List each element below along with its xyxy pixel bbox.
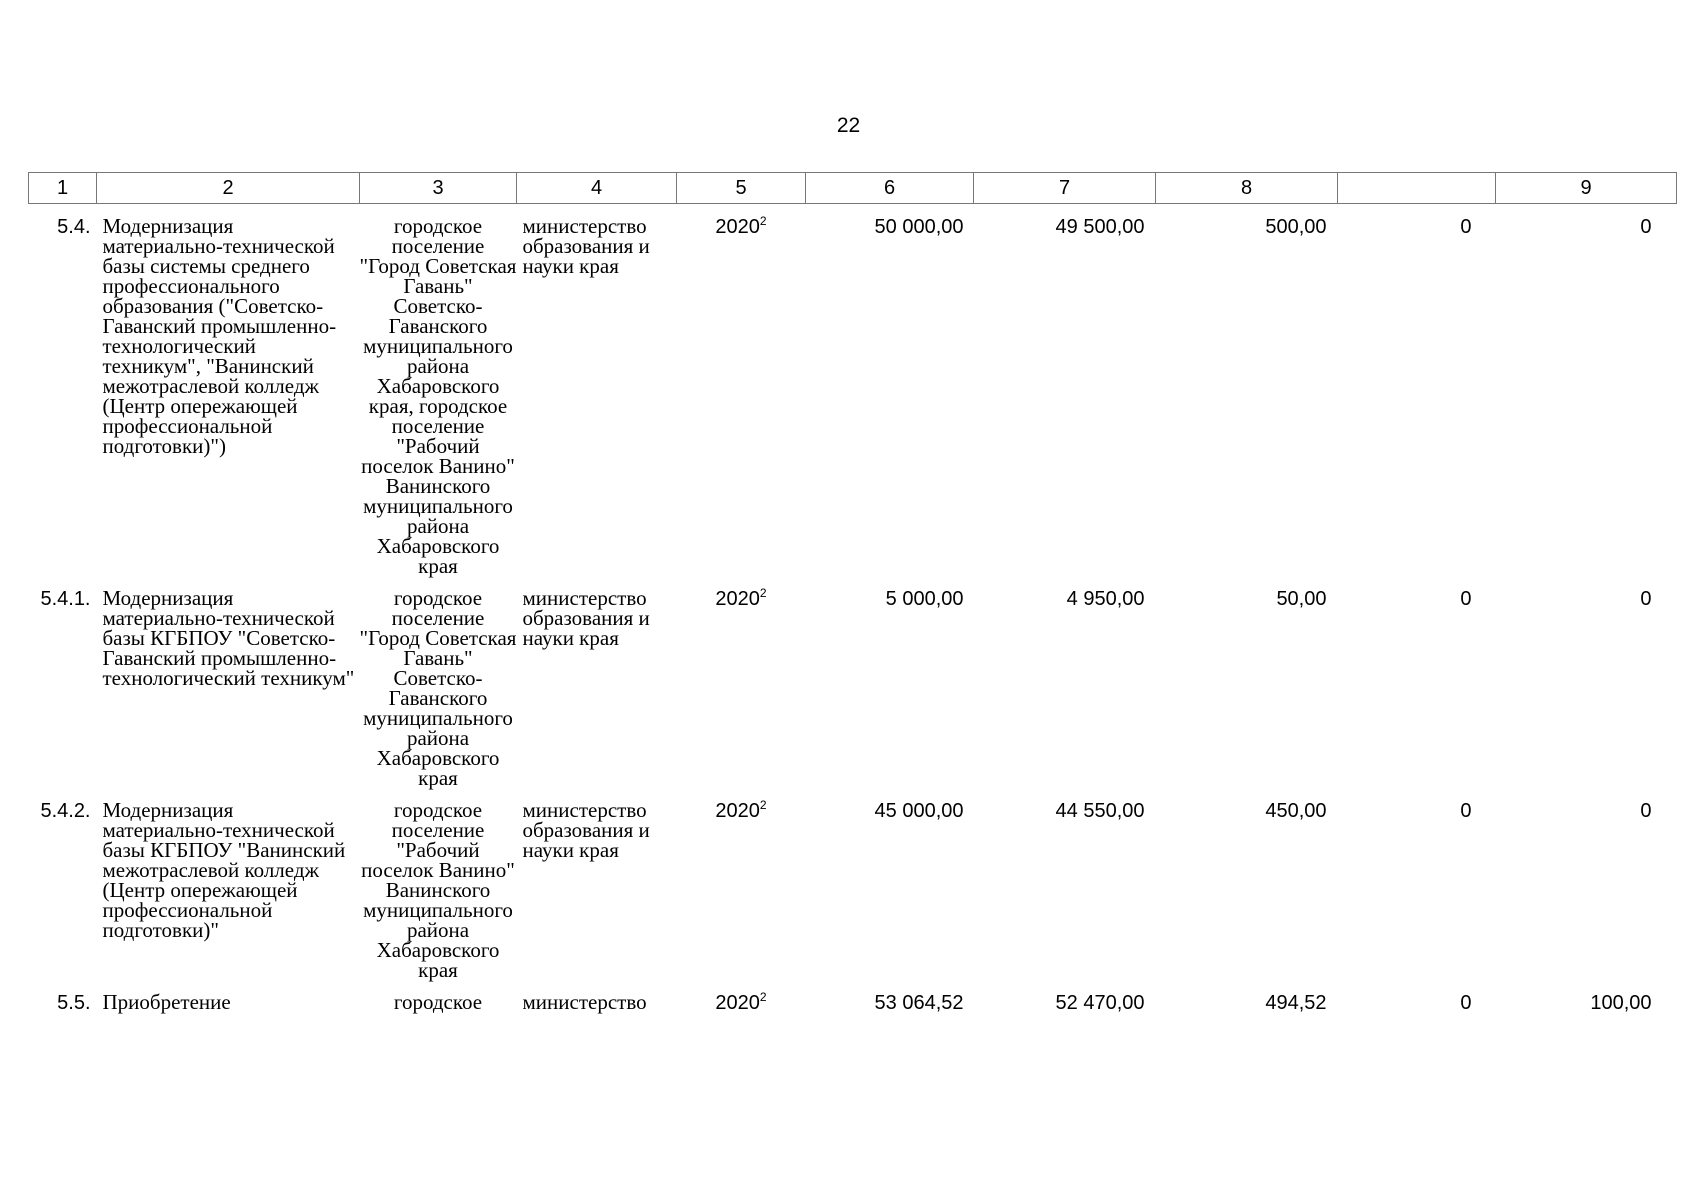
amount-col-7: 44 550,00 xyxy=(1055,800,1145,822)
row-number: 5.4.2. xyxy=(40,800,91,822)
column-header: 3 xyxy=(360,173,517,204)
location: городское xyxy=(393,990,483,1014)
amount-col-8: 494,52 xyxy=(1265,992,1327,1014)
column-header: 2 xyxy=(97,173,360,204)
column-header: 6 xyxy=(806,173,974,204)
year-footnote: 2 xyxy=(759,586,767,600)
year: 2020 xyxy=(715,992,760,1014)
measure-name: Модернизация материально-технической базы КГБПОУ "Ванинский межотраслевой колледж (Центр опережающей профессиональной подготовки)" xyxy=(102,798,346,942)
amount-col-9: 0 xyxy=(1640,216,1652,238)
measure-name: Модернизация материально-технической базы КГБПОУ "Советско-Гаванский промышленно-технологический техникум" xyxy=(102,586,355,690)
page-number: 22 xyxy=(836,114,861,137)
measure-name: Модернизация материально-технической базы системы среднего профессионального образования ("Советско-Гаванский промышленно-технологический техникум", "Ванинский межотраслевой колледж (Центр опережающей профессиональной подготовки)") xyxy=(102,214,337,458)
location: городское поселение "Город Советская Гавань" Советско-Гаванского муниципального района Хабаровского края, городское поселение "Рабочий поселок Ванино" Ванинского муниципального района Хабаровского края xyxy=(359,214,517,578)
table-row xyxy=(29,788,1677,980)
amount-col-unnumbered: 0 xyxy=(1460,992,1472,1014)
measure-name: Приобретение xyxy=(102,990,231,1014)
column-header: 5 xyxy=(677,173,806,204)
table-row xyxy=(29,980,1677,1015)
executor: министерство xyxy=(522,990,647,1014)
column-header: 7 xyxy=(974,173,1156,204)
year-cell xyxy=(677,788,806,980)
year-footnote: 2 xyxy=(759,798,767,812)
amount-col-8: 500,00 xyxy=(1265,216,1327,238)
table-row xyxy=(29,204,1677,577)
header-row xyxy=(29,173,1677,204)
column-header: 1 xyxy=(29,173,97,204)
amount-col-9: 0 xyxy=(1640,800,1652,822)
year: 2020 xyxy=(715,588,760,610)
amount-col-7: 49 500,00 xyxy=(1055,216,1145,238)
amount-col-9: 0 xyxy=(1640,588,1652,610)
executor: министерство образования и науки края xyxy=(522,798,650,862)
executor: министерство образования и науки края xyxy=(522,586,650,650)
amount-col-7: 4 950,00 xyxy=(1066,588,1145,610)
amount-col-unnumbered: 0 xyxy=(1460,216,1472,238)
amount-total: 5 000,00 xyxy=(885,588,964,610)
location: городское поселение "Город Советская Гавань" Советско-Гаванского муниципального района Хабаровского края xyxy=(359,586,517,790)
year: 2020 xyxy=(715,216,760,238)
amount-col-8: 50,00 xyxy=(1276,588,1327,610)
amount-total: 53 064,52 xyxy=(874,992,964,1014)
column-header: 9 xyxy=(1496,173,1677,204)
year-cell xyxy=(677,576,806,788)
amount-col-9: 100,00 xyxy=(1590,992,1652,1014)
amount-col-7: 52 470,00 xyxy=(1055,992,1145,1014)
location: городское поселение "Рабочий поселок Ванино" Ванинского муниципального района Хабаровского края xyxy=(361,798,515,982)
amount-total: 45 000,00 xyxy=(874,800,964,822)
column-header xyxy=(1338,173,1496,204)
amount-col-unnumbered: 0 xyxy=(1460,800,1472,822)
row-number: 5.4.1. xyxy=(40,588,91,610)
amount-col-8: 450,00 xyxy=(1265,800,1327,822)
executor: министерство образования и науки края xyxy=(522,214,650,278)
amount-total: 50 000,00 xyxy=(874,216,964,238)
column-header: 8 xyxy=(1156,173,1338,204)
year-footnote: 2 xyxy=(759,990,767,1004)
year-cell xyxy=(677,204,806,577)
year-cell xyxy=(677,980,806,1015)
table-row xyxy=(29,576,1677,788)
row-number: 5.5. xyxy=(57,992,91,1014)
year-footnote: 2 xyxy=(759,214,767,228)
year: 2020 xyxy=(715,800,760,822)
program-table xyxy=(28,172,1676,1015)
row-number: 5.4. xyxy=(57,216,91,238)
column-header: 4 xyxy=(517,173,677,204)
amount-col-unnumbered: 0 xyxy=(1460,588,1472,610)
